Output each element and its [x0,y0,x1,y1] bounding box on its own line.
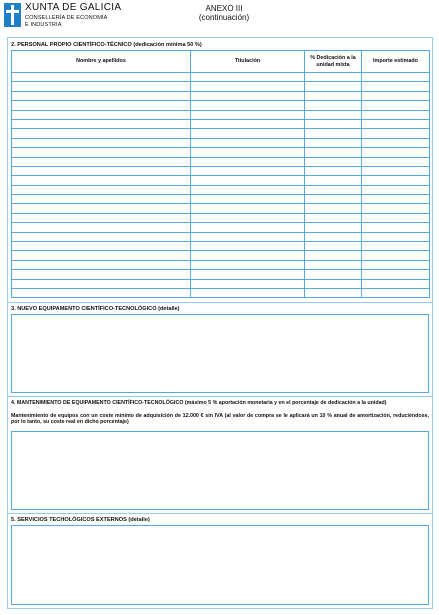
cell-amount[interactable] [362,288,430,297]
cell-amount[interactable] [362,185,430,194]
equipment-detail-field[interactable] [11,314,429,393]
cell-degree[interactable] [191,279,305,288]
cell-amount[interactable] [362,148,430,157]
cell-name[interactable] [12,148,191,157]
department-line-1: CONSELLERÍA DE ECONOMÍA [25,15,108,21]
cell-name[interactable] [12,157,191,166]
section-3-title: 3. NUEVO EQUIPAMENTO CIENTÍFICO-TECNOLÓGICO (detalle) [11,306,180,312]
cell-amount[interactable] [362,82,430,91]
table-row [12,242,430,251]
cell-name[interactable] [12,232,191,241]
table-row [12,279,430,288]
table-row [12,204,430,213]
cell-amount[interactable] [362,232,430,241]
table-row [12,260,430,269]
cell-amount[interactable] [362,260,430,269]
section-2-title: 2. PERSONAL PROPIO CIENTÍFICO-TÉCNICO (dedicación mínima 50 %) [11,42,202,48]
cell-degree[interactable] [191,232,305,241]
table-row [12,148,430,157]
column-header-degree: Titulación [191,51,305,73]
maintenance-detail-field[interactable] [11,431,429,510]
cell-degree[interactable] [191,223,305,232]
table-row [12,138,430,147]
annex-subtitle: (continuación) [198,13,250,22]
cell-dedication[interactable] [305,82,362,91]
staff-table-body [12,73,430,298]
cell-name[interactable] [12,204,191,213]
cell-amount[interactable] [362,166,430,175]
cell-amount[interactable] [362,101,430,110]
table-row [12,232,430,241]
cell-name[interactable] [12,101,191,110]
cell-name[interactable] [12,138,191,147]
cell-dedication[interactable] [305,91,362,100]
section-divider [7,396,433,397]
cell-degree[interactable] [191,91,305,100]
annex-heading [172,4,276,22]
table-row [12,176,430,185]
table-row [12,82,430,91]
cell-degree[interactable] [191,288,305,297]
xunta-logo-icon [4,3,21,27]
cell-amount[interactable] [362,110,430,119]
cell-name[interactable] [12,185,191,194]
cell-name[interactable] [12,279,191,288]
cell-name[interactable] [12,73,191,82]
cell-dedication[interactable] [305,195,362,204]
section-divider [7,513,433,514]
cell-degree[interactable] [191,82,305,91]
cell-amount[interactable] [362,91,430,100]
cell-degree[interactable] [191,242,305,251]
cell-degree[interactable] [191,270,305,279]
cell-amount[interactable] [362,157,430,166]
cell-dedication[interactable] [305,288,362,297]
cell-name[interactable] [12,91,191,100]
cell-amount[interactable] [362,176,430,185]
cell-degree[interactable] [191,213,305,222]
cell-degree[interactable] [191,110,305,119]
section-4-note: Mantenimiento de equipos con un coste mínimo de adquisición de 12.000 € sin IVA (al valor de compra se le aplicará un 10 % anual de amortización, reduciéndose, por lo tanto, su coste real en dicho porcentaje) [11,413,429,426]
cell-dedication[interactable] [305,157,362,166]
cell-degree[interactable] [191,129,305,138]
table-row [12,223,430,232]
table-row [12,129,430,138]
cell-dedication[interactable] [305,129,362,138]
cell-degree[interactable] [191,185,305,194]
cell-degree[interactable] [191,138,305,147]
cell-amount[interactable] [362,73,430,82]
table-row [12,91,430,100]
cell-degree[interactable] [191,204,305,213]
cell-dedication[interactable] [305,138,362,147]
cell-amount[interactable] [362,204,430,213]
table-row [12,73,430,82]
cell-amount[interactable] [362,242,430,251]
cell-dedication[interactable] [305,119,362,128]
cell-amount[interactable] [362,138,430,147]
cell-name[interactable] [12,129,191,138]
cell-dedication[interactable] [305,223,362,232]
table-row [12,195,430,204]
cell-degree[interactable] [191,251,305,260]
cell-name[interactable] [12,82,191,91]
cell-amount[interactable] [362,279,430,288]
cell-name[interactable] [12,242,191,251]
cell-name[interactable] [12,176,191,185]
cell-dedication[interactable] [305,251,362,260]
cell-amount[interactable] [362,223,430,232]
cell-dedication[interactable] [305,185,362,194]
cell-degree[interactable] [191,157,305,166]
cell-amount[interactable] [362,119,430,128]
cell-name[interactable] [12,110,191,119]
cell-name[interactable] [12,119,191,128]
cell-dedication[interactable] [305,73,362,82]
table-row [12,101,430,110]
cell-amount[interactable] [362,251,430,260]
cell-degree[interactable] [191,260,305,269]
cell-name[interactable] [12,251,191,260]
table-row [12,119,430,128]
table-row [12,213,430,222]
cell-dedication[interactable] [305,260,362,269]
section-divider [7,302,433,303]
department-line-2: E INDUSTRIA [25,21,62,28]
table-row [12,270,430,279]
cell-degree[interactable] [191,166,305,175]
organization-block [25,3,121,28]
organization-name: XUNTA DE GALICIA [25,2,122,13]
cell-degree[interactable] [191,148,305,157]
section-4-title: 4. MANTENIMIENTO DE EQUIPAMENTO CIENTÍFICO-TECNOLÓGICO (máximo 5 % aportación monetaria y en el porcentaje de dedicación a la unidad) [11,400,387,406]
cell-dedication[interactable] [305,213,362,222]
cell-name[interactable] [12,195,191,204]
cell-name[interactable] [12,223,191,232]
cell-name[interactable] [12,213,191,222]
table-row [12,166,430,175]
section-5-title: 5. SERVICIOS TECHOLÓGICOS EXTERNOS (detalle) [11,517,150,523]
column-header-dedication: % Dedicación a la unidad mixta [305,51,362,73]
cell-degree[interactable] [191,73,305,82]
staff-table-header [12,51,430,73]
cell-degree[interactable] [191,176,305,185]
cell-dedication[interactable] [305,242,362,251]
cell-amount[interactable] [362,195,430,204]
cell-name[interactable] [12,166,191,175]
table-row [12,185,430,194]
cell-degree[interactable] [191,101,305,110]
cell-degree[interactable] [191,195,305,204]
cell-dedication[interactable] [305,166,362,175]
table-row [12,157,430,166]
cell-amount[interactable] [362,129,430,138]
cell-name[interactable] [12,260,191,269]
cell-dedication[interactable] [305,101,362,110]
table-row [12,110,430,119]
column-header-name: Nombre y apellidos [12,51,191,73]
cell-dedication[interactable] [305,232,362,241]
cell-degree[interactable] [191,119,305,128]
table-row [12,251,430,260]
staff-table [11,50,430,298]
cell-dedication[interactable] [305,270,362,279]
cell-dedication[interactable] [305,176,362,185]
cell-dedication[interactable] [305,204,362,213]
cell-name[interactable] [12,288,191,297]
cell-dedication[interactable] [305,279,362,288]
cell-amount[interactable] [362,213,430,222]
cell-name[interactable] [12,270,191,279]
annex-title: ANEXO III [205,4,243,13]
cell-dedication[interactable] [305,148,362,157]
external-services-detail-field[interactable] [11,525,429,605]
column-header-amount: Importe estimado [362,51,430,73]
cell-dedication[interactable] [305,110,362,119]
cell-amount[interactable] [362,270,430,279]
table-row [12,288,430,297]
